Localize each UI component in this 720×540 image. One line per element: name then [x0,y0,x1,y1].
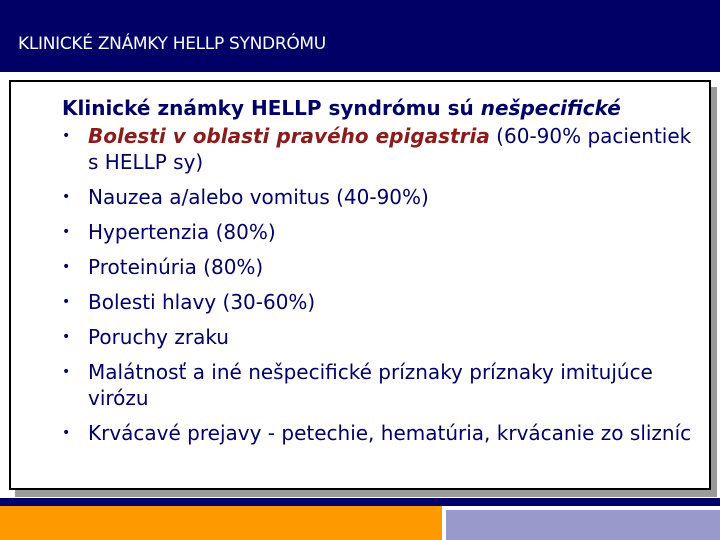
list-item [62,254,702,280]
slide-title: KLINICKÉ ZNÁMKY HELLP SYNDRÓMU [18,34,326,54]
bullet-icon: • [62,364,71,380]
list-item [62,219,702,245]
bullet-icon: • [62,224,71,240]
symptom-list [62,123,702,446]
item-text: Krvácavé prejavy - petechie, hematúria, krvácanie zo slizníc [88,421,692,445]
item-highlight: Bolesti v oblasti pravého epigastria [88,124,490,148]
bullet-icon: • [62,128,71,144]
item-text: Nauzea a/alebo vomitus (40-90%) [88,185,429,209]
list-item [62,123,702,175]
list-item [62,289,702,315]
footer-orange-block [0,506,442,540]
list-item [62,324,702,350]
list-item [62,359,702,411]
bullet-icon: • [62,294,71,310]
item-text: (60-90% pacientiek s HELLP sy) [88,124,692,174]
item-text: Hypertenzia (80%) [88,220,276,244]
footer-navy-bar [0,498,720,506]
bullet-icon: • [62,425,71,441]
bullet-icon: • [62,329,71,345]
title-bar [0,0,720,72]
lead-emphasis: nešpecifické [480,96,621,120]
slide-body [62,95,702,455]
lead-text: Klinické známky HELLP syndrómu sú [62,96,481,120]
list-item [62,420,702,446]
item-text: Malátnosť a iné nešpecifické príznaky príznaky imitujúce virózu [88,360,653,410]
item-text: Bolesti hlavy (30-60%) [88,290,316,314]
bullet-icon: • [62,189,71,205]
lead-sentence [62,95,702,121]
list-item [62,184,702,210]
item-text: Proteinúria (80%) [88,255,264,279]
footer-lavender-block [446,510,720,540]
bullet-icon: • [62,259,71,275]
item-text: Poruchy zraku [88,325,229,349]
